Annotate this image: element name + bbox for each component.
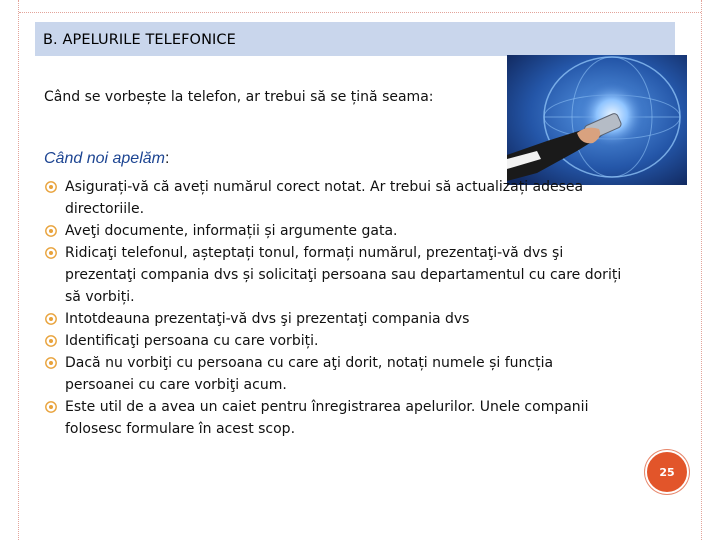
page-number: 25 bbox=[659, 465, 675, 479]
bullet-text: Intotdeauna prezentaţi-vă dvs şi prezentaţi compania dvs bbox=[65, 311, 470, 327]
section-heading bbox=[44, 150, 169, 168]
slide-title-text: B. APELURILE TELEFONICE bbox=[43, 32, 236, 48]
list-item bbox=[44, 242, 624, 308]
slide-subtitle: Când se vorbește la telefon, ar trebui să se țină seama: bbox=[44, 89, 434, 105]
globe-illustration bbox=[507, 55, 687, 185]
sun-bullet-icon bbox=[44, 312, 58, 326]
slide-title bbox=[35, 22, 675, 56]
sun-bullet-icon bbox=[44, 246, 58, 260]
list-item bbox=[44, 220, 624, 242]
globe-phone-image bbox=[507, 55, 687, 185]
bullet-text: Asigurați-vă că aveți numărul corect notat. Ar trebui să actualizați adesea directoriile. bbox=[65, 179, 584, 217]
sun-bullet-icon bbox=[44, 334, 58, 348]
page-number-badge bbox=[645, 450, 689, 494]
bullet-list bbox=[44, 176, 624, 440]
bullet-text: Este util de a avea un caiet pentru înregistrarea apelurilor. Unele companii folosesc formulare în acest scop. bbox=[65, 399, 589, 437]
section-heading-colon: : bbox=[164, 150, 170, 167]
sun-bullet-icon bbox=[44, 180, 58, 194]
sun-bullet-icon bbox=[44, 400, 58, 414]
sun-bullet-icon bbox=[44, 356, 58, 370]
list-item bbox=[44, 352, 624, 396]
bullet-text: Ridicaţi telefonul, așteptați tonul, formați numărul, prezentaţi-vă dvs şi prezentaţi compania dvs și solicitaţi persoana sau departamentul cu care doriți să vorbiți. bbox=[65, 245, 622, 305]
list-item bbox=[44, 330, 624, 352]
section-heading-text: Când noi apelăm bbox=[44, 150, 165, 167]
bullet-text: Dacă nu vorbiţi cu persoana cu care aţi dorit, notați numele și funcția persoanei cu care vorbiţi acum. bbox=[65, 355, 554, 393]
list-item bbox=[44, 396, 624, 440]
bullet-text: Aveţi documente, informații și argumente gata. bbox=[65, 223, 398, 239]
sun-bullet-icon bbox=[44, 224, 58, 238]
list-item bbox=[44, 176, 624, 220]
bullet-text: Identificaţi persoana cu care vorbiți. bbox=[65, 333, 319, 349]
list-item bbox=[44, 308, 624, 330]
